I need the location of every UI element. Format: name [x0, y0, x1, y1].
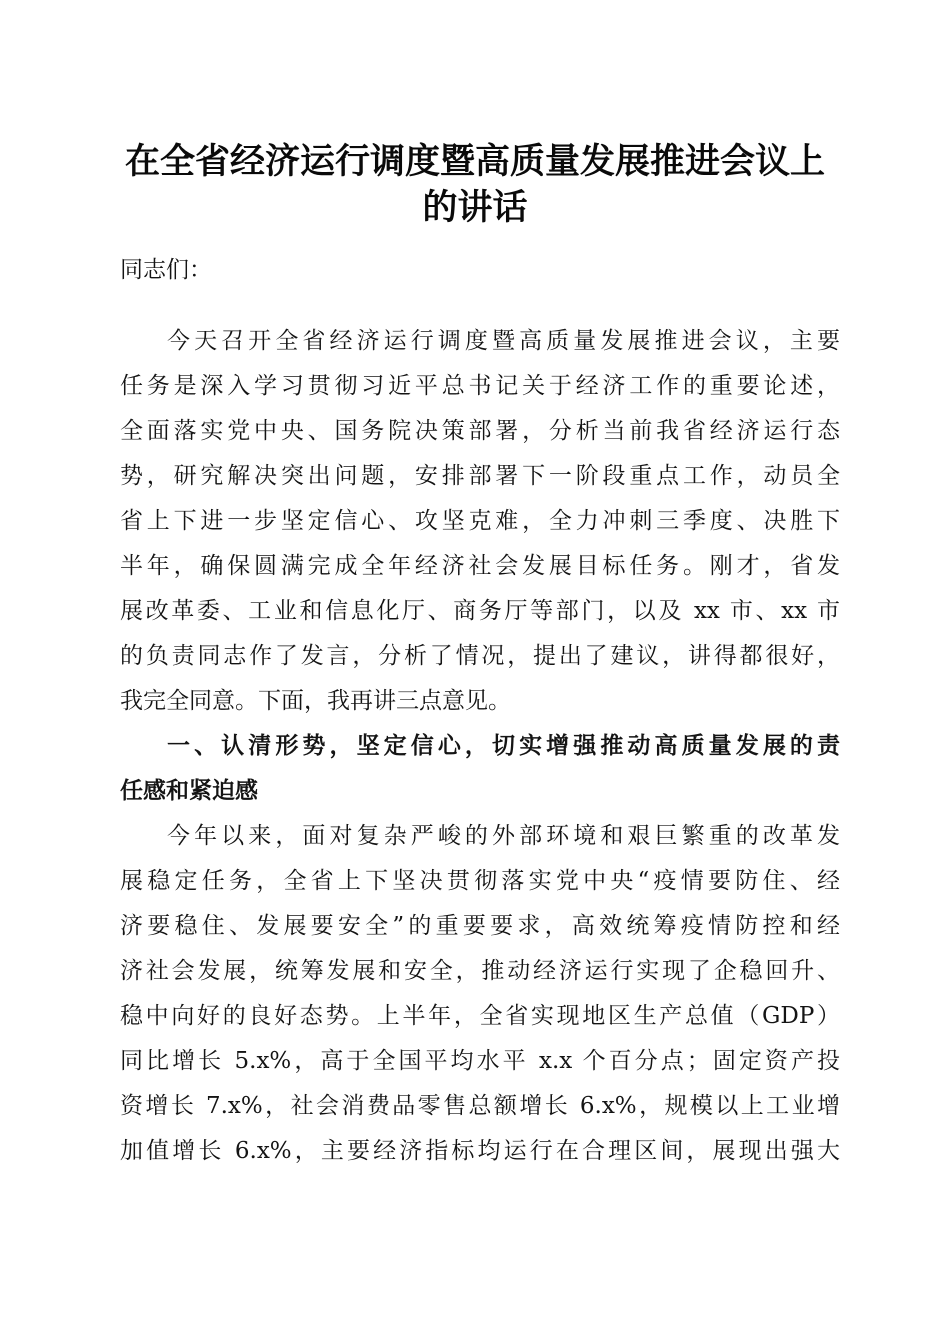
paragraph-line: 今年以来，面对复杂严峻的外部环境和艰巨繁重的改革发 [167, 823, 840, 849]
paragraph-line: 展稳定任务，全省上下坚决贯彻落实党中央“疫情要防住、经 [120, 868, 840, 894]
paragraph-line: 全面落实党中央、国务院决策部署，分析当前我省经济运行态 [120, 418, 840, 444]
section-heading-continued: 任感和紧迫感 [120, 778, 258, 804]
paragraph-line: 今天召开全省经济运行调度暨高质量发展推进会议，主要 [167, 328, 840, 354]
document-title-line-2: 的讲话 [422, 187, 528, 228]
paragraph-line: 省上下进一步坚定信心、攻坚克难，全力冲刺三季度、决胜下 [120, 508, 840, 534]
document-title-line-1: 在全省经济运行调度暨高质量发展推进会议上 [124, 141, 825, 182]
paragraph-line: 济社会发展，统筹发展和安全，推动经济运行实现了企稳回升、 [120, 958, 840, 984]
salutation: 同志们： [120, 257, 212, 283]
paragraph-line: 势，研究解决突出问题，安排部署下一阶段重点工作，动员全 [120, 463, 840, 489]
paragraph-line: 的负责同志作了发言，分析了情况，提出了建议，讲得都很好， [120, 643, 840, 669]
paragraph-line: 稳中向好的良好态势。上半年，全省实现地区生产总值（GDP） [120, 1003, 840, 1029]
paragraph-line: 资增长 7.x%，社会消费品零售总额增长 6.x%，规模以上工业增 [120, 1093, 840, 1119]
paragraph-line: 我完全同意。下面，我再讲三点意见。 [120, 688, 511, 714]
paragraph-line: 加值增长 6.x%，主要经济指标均运行在合理区间，展现出强大 [120, 1138, 840, 1164]
section-heading: 一、认清形势，坚定信心，切实增强推动高质量发展的责 [167, 733, 840, 759]
paragraph-line: 展改革委、工业和信息化厅、商务厅等部门，以及 xx 市、xx 市 [120, 598, 840, 624]
paragraph-line: 半年，确保圆满完成全年经济社会发展目标任务。刚才，省发 [120, 553, 840, 579]
paragraph-line: 同比增长 5.x%，高于全国平均水平 x.x 个百分点；固定资产投 [120, 1048, 840, 1074]
paragraph-line: 济要稳住、发展要安全”的重要要求，高效统筹疫情防控和经 [120, 913, 840, 939]
paragraph-line: 任务是深入学习贯彻习近平总书记关于经济工作的重要论述， [120, 373, 840, 399]
